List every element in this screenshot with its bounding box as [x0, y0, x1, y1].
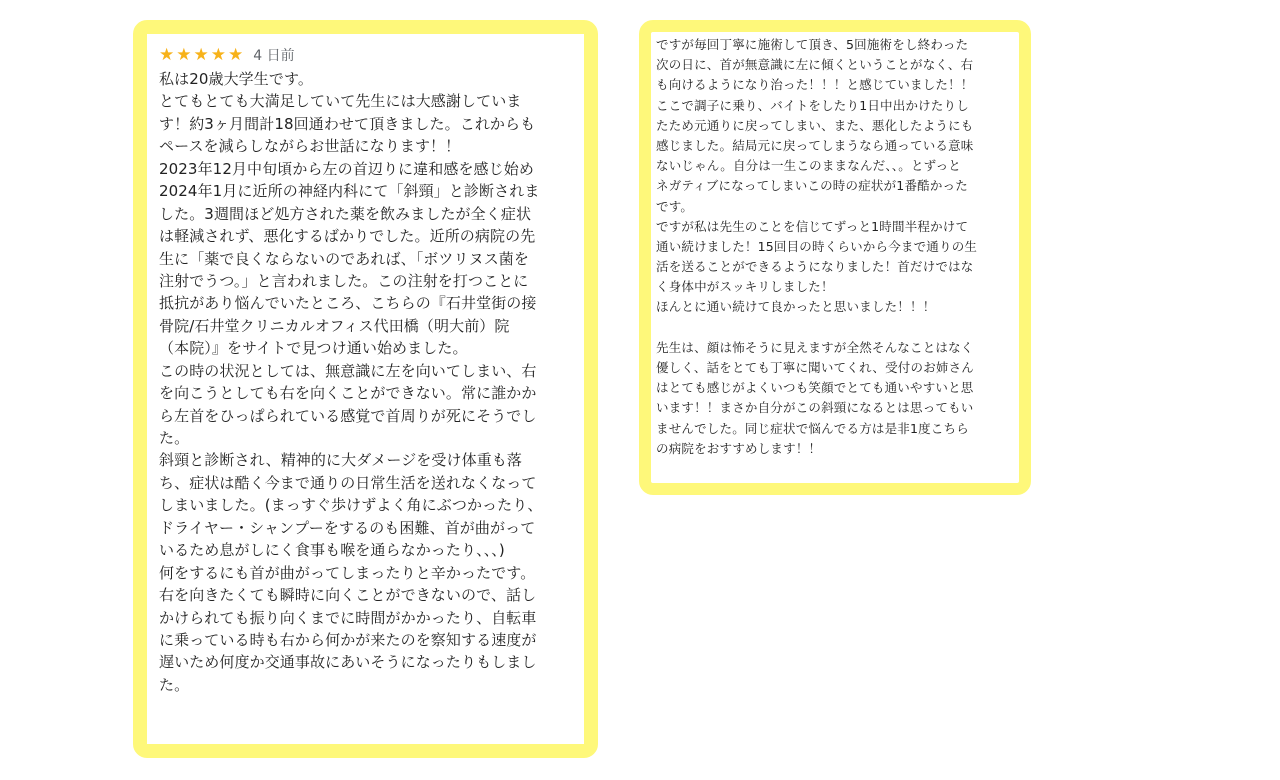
review-line: 通い続けました！15回目の時くらいから今まで通りの生 [656, 238, 978, 254]
review-line [656, 318, 1009, 338]
review-line: です。 [656, 198, 694, 214]
review-line: ドライヤー・シャンプーをするのも困難、首が曲がって [159, 518, 536, 537]
review-line: ほんとに通い続けて良かったと思いました！！！ [656, 299, 936, 315]
review-line: 骨院/石井堂クリニカルオフィス代田橋（明大前）院 [159, 316, 510, 335]
review-line: の病院をおすすめします！！ [656, 440, 822, 456]
review-line: 2024年1月に近所の神経内科にて「斜頸」と診断されま [159, 182, 540, 201]
review-line: しまいました。(まっすぐ歩けずよく角にぶつかったり、 [159, 496, 543, 515]
review-meta [159, 44, 572, 66]
review-line: た。 [159, 429, 190, 447]
review-line: ペースを減らしながらお世話になります！！ [159, 137, 461, 156]
review-line: 注射でうつ。」と言われました。この注射を打つことに [159, 271, 529, 290]
review-line: 2023年12月中旬頃から左の首辺りに違和感を感じ始め [159, 159, 534, 178]
review-line: 優しく、話をとても丁寧に聞いてくれ、受付のお姉さん [656, 360, 975, 375]
review-line: に乗っている時も右から何かが来たのを察知する速度が [159, 630, 537, 649]
review-line: 感じました。結局元に戻ってしまうなら通っている意味 [656, 137, 974, 153]
review-line: かけられても振り向くまでに時間がかかったり、自転車 [159, 608, 537, 627]
review-line: たため元通りに戻ってしまい、また、悪化したようにも [656, 117, 974, 133]
review-card-left [133, 20, 598, 758]
review-text-left [159, 68, 572, 696]
review-line: いるため息がしにく食事も喉を通らなかったり、、、) [159, 541, 505, 560]
review-line: ませんでした。同じ症状で悩んでる方は是非1度こちら [656, 420, 969, 436]
review-card-right [639, 20, 1031, 495]
review-date: 4 日前 [253, 48, 295, 64]
review-line: 生に「薬で良くならないのであれば、「ボツリヌス菌を [159, 249, 530, 268]
review-line: は軽減されず、悪化するばかりでした。近所の病院の先 [159, 227, 536, 246]
review-line: 私は20歳大学生です。 [159, 70, 313, 88]
review-line: 活を送ることができるようになりました！首だけではな [656, 259, 974, 275]
review-line: ですが私は先生のことを信じてずっと1時間半程かけて [656, 218, 969, 234]
review-line: も向けるようになり治った！！！と感じていました！！ [656, 77, 974, 93]
review-line: 先生は、顔は怖そうに見えますが全然そんなことはなく [656, 339, 974, 355]
review-line: 抵抗があり悩んでいたところ、こちらの『石井堂街の接 [159, 294, 537, 313]
review-line: とてもとても大満足していて先生には大感謝していま [159, 92, 522, 111]
star-icon: ★ [159, 44, 175, 65]
review-line: 遅いため何度か交通事故にあいそうになったりもしまし [159, 653, 537, 672]
review-line: はとても感じがよくいつも笑顔でとても通いやすいと思 [656, 380, 974, 396]
review-line: ら左首をひっぱられている感覚で首周りが死にそうでし [159, 406, 537, 425]
review-line: た。 [159, 675, 190, 694]
review-line: ですが毎回丁寧に施術して頂き、5回施術をし終わった [656, 37, 969, 52]
review-line: ないじゃん。自分は一生このままなんだ、、。とずっと [656, 158, 962, 174]
review-line: ここで調子に乗り、バイトをしたり1日中出かけたりし [656, 97, 969, 113]
review-line: ち、症状は酷く今まで通りの日常生活を送れなくなって [159, 473, 537, 492]
review-line: ネガティブになってしまいこの時の症状が1番酷かった [656, 178, 968, 194]
star-rating [159, 44, 244, 65]
star-icon: ★ [228, 44, 244, 65]
review-line: を向こうとしても右を向くことができない。常に誰かか [159, 384, 537, 403]
review-line: この時の状況としては、無意識に左を向いてしまい、右 [159, 361, 537, 380]
review-line: した。3週間ほど処方された薬を飲みましたが全く症状 [159, 204, 532, 223]
review-text-right [656, 35, 1009, 459]
review-line: います！！まさか自分がこの斜頸になるとは思ってもい [656, 400, 974, 416]
review-line: 次の日に、首が無意識に左に傾くということがなく、右 [656, 57, 974, 73]
review-line: く身体中がスッキリしました！ [656, 279, 834, 295]
review-line: す！約3ヶ月間計18回通わせて頂きました。これからも [159, 114, 536, 133]
star-icon: ★ [210, 44, 226, 65]
review-line: 右を向きたくても瞬時に向くことができないので、話し [159, 586, 537, 605]
star-icon: ★ [176, 44, 192, 65]
review-line: 斜頸と診断され、精神的に大ダメージを受け体重も落 [159, 451, 523, 470]
star-icon: ★ [193, 44, 209, 65]
review-line: （本院）』をサイトで見つけ通い始めました。 [159, 339, 468, 358]
review-line: 何をするにも首が曲がってしまったりと辛かったです。 [159, 563, 536, 582]
